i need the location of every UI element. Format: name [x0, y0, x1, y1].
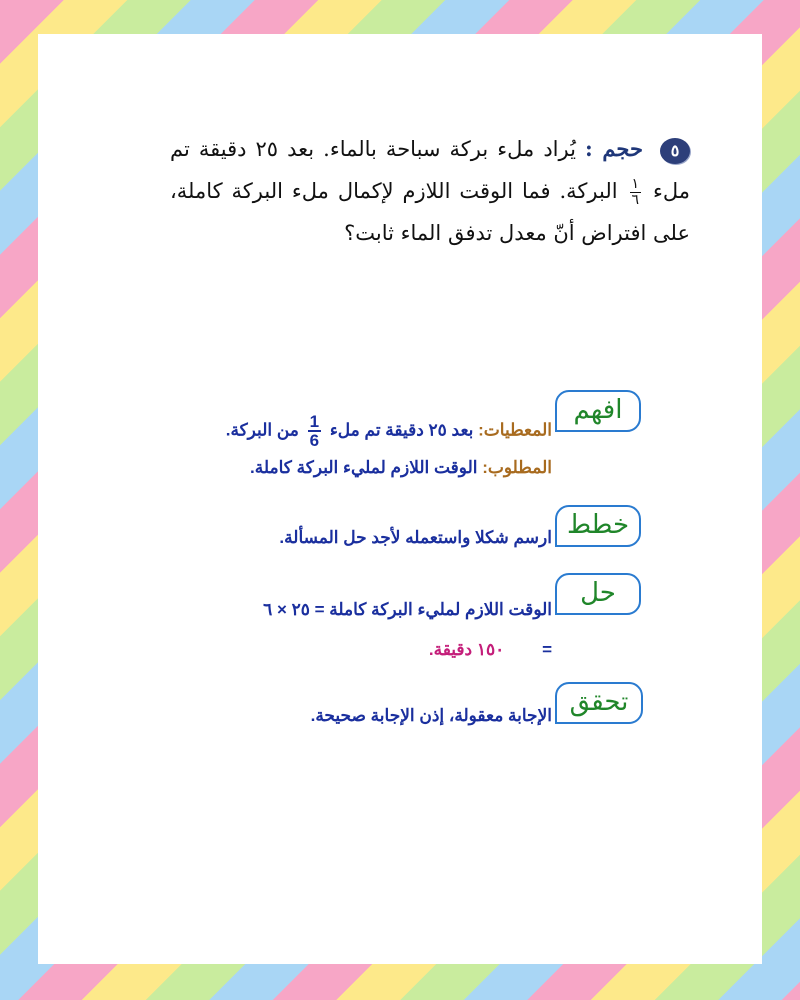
check-text: الإجابة معقولة، إذن الإجابة صحيحة.	[310, 706, 552, 725]
givens-line	[226, 413, 552, 449]
tab-understand	[555, 390, 641, 432]
givens-text-after: من البركة.	[225, 420, 299, 440]
problem-statement	[170, 128, 690, 254]
tab-solve-label: حل	[580, 578, 616, 608]
solve-line-1	[263, 600, 552, 620]
tab-solve	[555, 573, 641, 615]
problem-title: حجم :	[585, 136, 643, 161]
tab-plan	[555, 505, 641, 547]
problem-line-2-before: تم ملء	[170, 137, 690, 203]
check-line	[311, 706, 552, 726]
tab-check	[555, 682, 643, 724]
solve-line-2	[429, 640, 552, 660]
problem-number-badge: ٥	[660, 138, 690, 164]
problem-line-2-after: البركة. فما الوقت اللازم لإكمال ملء البركة كاملة، على افتراض أنّ معدل تدفق الماء ثابت؟	[170, 179, 690, 245]
problem-fraction-numerator: ١	[631, 176, 640, 192]
solve-equals-sign: =	[542, 640, 552, 659]
problem-fraction	[630, 177, 642, 208]
required-label: المطلوب:	[482, 458, 552, 477]
plan-line	[279, 528, 552, 548]
solve-answer: ١٥٠ دقيقة.	[428, 640, 505, 659]
problem-line-1: يُراد ملء بركة سباحة بالماء. بعد ٢٥ دقيقة	[198, 137, 576, 161]
required-text: الوقت اللازم لمليء البركة كاملة.	[250, 458, 478, 477]
tab-check-label: تحقق	[569, 687, 629, 717]
problem-fraction-denominator: ٦	[631, 192, 640, 208]
givens-fraction	[308, 413, 321, 449]
tab-plan-label: خطط	[566, 510, 630, 540]
solve-equation: الوقت اللازم لمليء البركة كاملة = ٢٥ × ٦	[263, 600, 552, 619]
required-line	[250, 458, 552, 478]
givens-text-before: بعد ٢٥ دقيقة تم ملء	[329, 420, 474, 440]
givens-fraction-numerator: 1	[309, 412, 320, 431]
givens-fraction-denominator: 6	[309, 431, 320, 450]
givens-label: المعطيات:	[478, 420, 552, 440]
tab-understand-label: افهم	[573, 395, 623, 425]
plan-text: ارسم شكلا واستعمله لأجد حل المسألة.	[279, 528, 552, 547]
